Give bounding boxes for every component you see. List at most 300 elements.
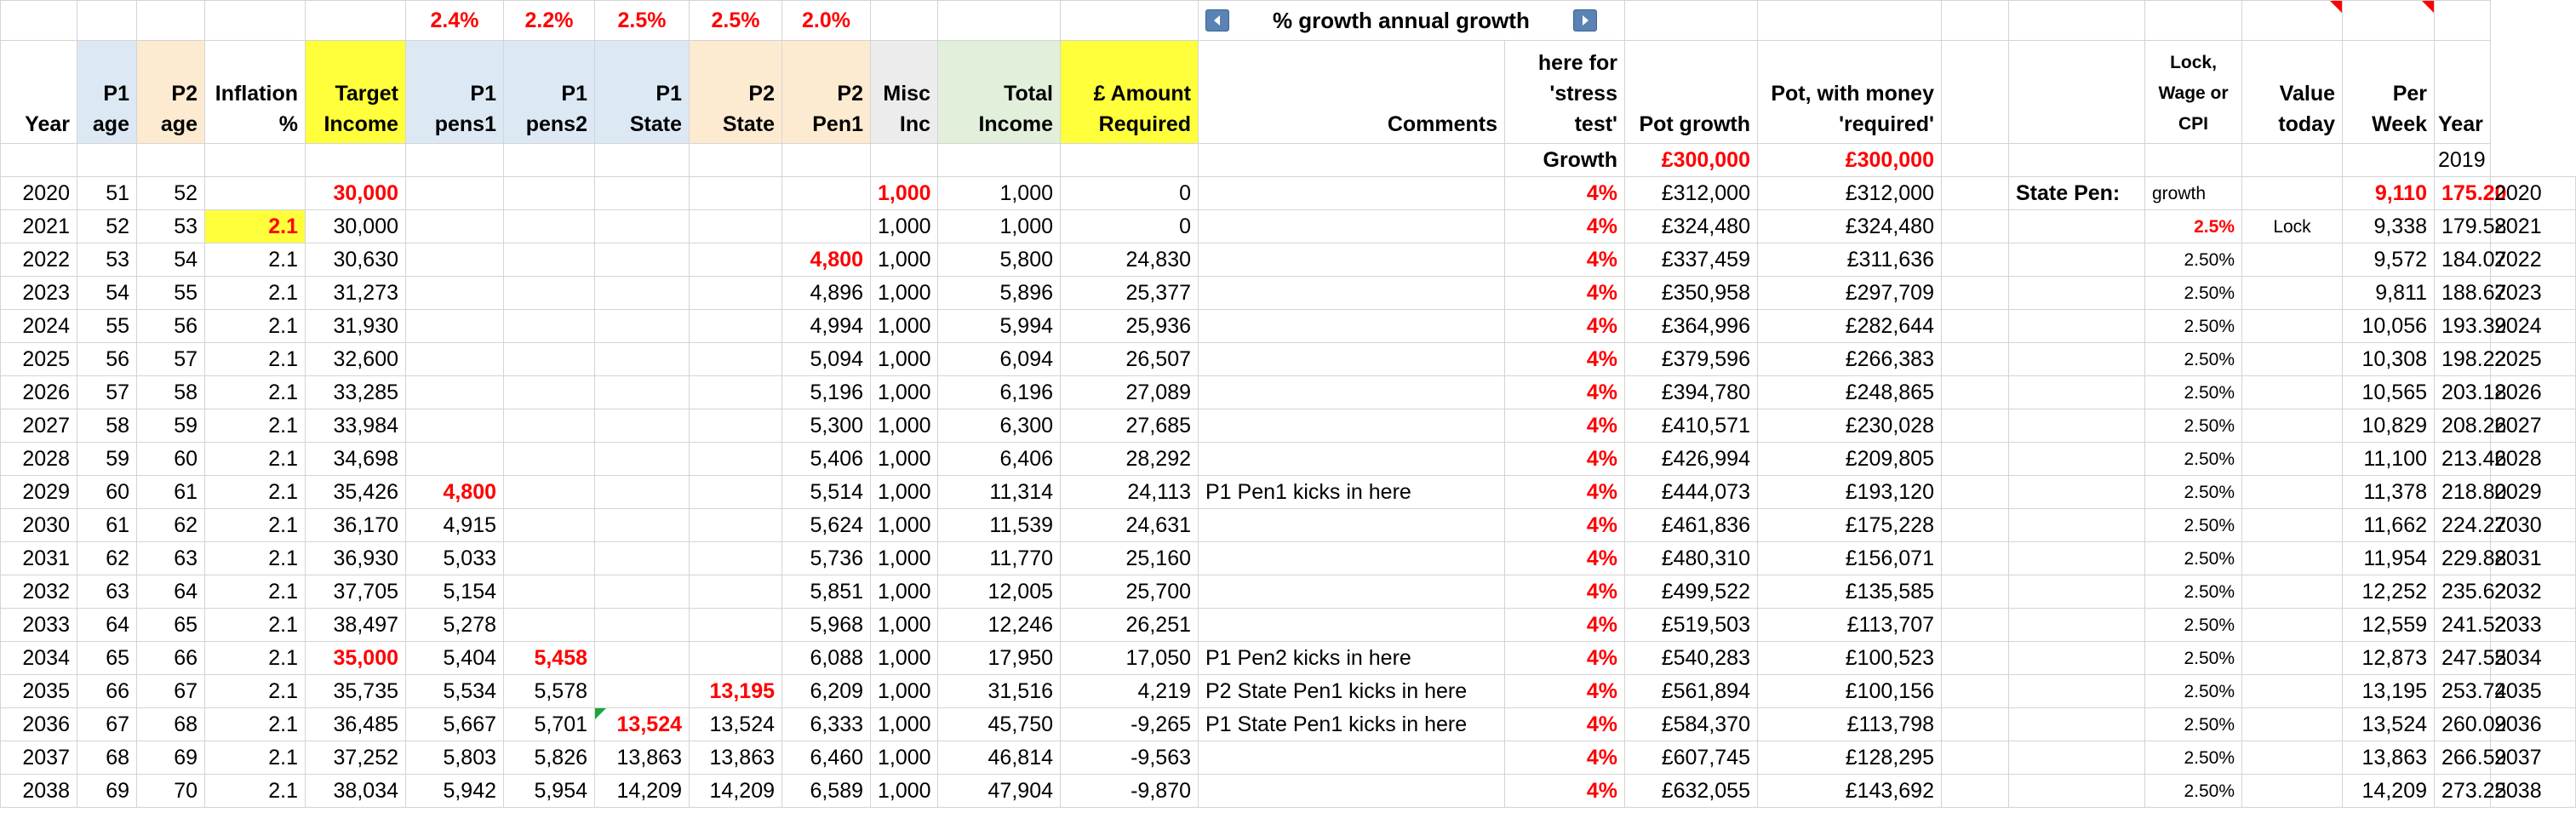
cell-state-pen-rate[interactable]: 2.50% bbox=[2145, 708, 2242, 741]
cell-amount-required[interactable]: 26,507 bbox=[1061, 343, 1199, 376]
cell-state-pen-rate[interactable]: 2.50% bbox=[2145, 243, 2242, 277]
cell-growth[interactable]: 4% bbox=[1505, 542, 1625, 575]
cell[interactable] bbox=[1942, 775, 2009, 808]
cell-misc-inc[interactable]: 1,000 bbox=[871, 642, 938, 675]
subheader-pot-money[interactable]: £300,000 bbox=[1758, 144, 1942, 177]
cell-misc-inc[interactable]: 1,000 bbox=[871, 277, 938, 310]
cell-pot-money[interactable]: £113,798 bbox=[1758, 708, 1942, 741]
cell-p1-pens1[interactable] bbox=[406, 277, 504, 310]
cell-pot-growth[interactable]: £337,459 bbox=[1625, 243, 1758, 277]
cell-growth[interactable]: 4% bbox=[1505, 443, 1625, 476]
cell-total-income[interactable]: 12,005 bbox=[938, 575, 1061, 609]
cell-year[interactable]: 2022 bbox=[1, 243, 77, 277]
header-total-income[interactable]: Total Income bbox=[938, 41, 1061, 144]
cell-pot-money[interactable]: £312,000 bbox=[1758, 177, 1942, 210]
cell[interactable] bbox=[1061, 1, 1199, 41]
cell-misc-inc[interactable]: 1,000 bbox=[871, 376, 938, 409]
cell-comment[interactable] bbox=[1199, 509, 1505, 542]
cell[interactable] bbox=[306, 144, 406, 177]
cell-year-right[interactable]: 2028 bbox=[2491, 443, 2576, 476]
cell-comment[interactable] bbox=[1199, 277, 1505, 310]
cell-state-pen-label[interactable] bbox=[2009, 210, 2145, 243]
cell-p2-pen1[interactable] bbox=[782, 177, 871, 210]
cell-state-pen-rate[interactable]: 2.50% bbox=[2145, 409, 2242, 443]
cell-pot-growth[interactable]: £350,958 bbox=[1625, 277, 1758, 310]
cell-growth[interactable]: 4% bbox=[1505, 775, 1625, 808]
cell-value-today[interactable]: 11,954 bbox=[2343, 542, 2435, 575]
cell-p1-age[interactable]: 61 bbox=[77, 509, 137, 542]
cell[interactable] bbox=[1942, 443, 2009, 476]
cell-total-income[interactable]: 11,539 bbox=[938, 509, 1061, 542]
cell-comment[interactable] bbox=[1199, 575, 1505, 609]
cell-value-today[interactable]: 14,209 bbox=[2343, 775, 2435, 808]
cell-inflation[interactable]: 2.1 bbox=[205, 575, 306, 609]
cell-p2-state[interactable] bbox=[690, 343, 782, 376]
cell-state-pen-label[interactable] bbox=[2009, 409, 2145, 443]
cell-misc-inc[interactable]: 1,000 bbox=[871, 409, 938, 443]
cell-year[interactable]: 2034 bbox=[1, 642, 77, 675]
cell-p1-state[interactable]: 13,524 bbox=[595, 708, 690, 741]
cell-p1-pens1[interactable]: 4,915 bbox=[406, 509, 504, 542]
cell-value-today[interactable]: 11,662 bbox=[2343, 509, 2435, 542]
cell-year-right[interactable]: 2035 bbox=[2491, 675, 2576, 708]
cell-state-pen-label[interactable] bbox=[2009, 310, 2145, 343]
cell-pot-money[interactable]: £324,480 bbox=[1758, 210, 1942, 243]
header-lock[interactable]: Lock, Wage or CPI bbox=[2145, 41, 2242, 144]
cell-amount-required[interactable]: 25,377 bbox=[1061, 277, 1199, 310]
cell-p2-pen1[interactable]: 4,800 bbox=[782, 243, 871, 277]
cell-p2-age[interactable]: 65 bbox=[137, 609, 205, 642]
cell-p2-age[interactable]: 54 bbox=[137, 243, 205, 277]
cell-total-income[interactable]: 5,994 bbox=[938, 310, 1061, 343]
cell[interactable] bbox=[1942, 41, 2009, 144]
cell-p2-state[interactable] bbox=[690, 210, 782, 243]
cell-value-today[interactable]: 10,056 bbox=[2343, 310, 2435, 343]
cell[interactable] bbox=[1061, 144, 1199, 177]
cell-year-right[interactable]: 2025 bbox=[2491, 343, 2576, 376]
cell-amount-required[interactable]: -9,563 bbox=[1061, 741, 1199, 775]
cell-p1-pens1[interactable]: 4,800 bbox=[406, 476, 504, 509]
cell-year-right[interactable]: 2029 bbox=[2491, 476, 2576, 509]
cell-comment[interactable] bbox=[1199, 409, 1505, 443]
cell-p1-age[interactable]: 52 bbox=[77, 210, 137, 243]
cell-pot-growth[interactable]: £312,000 bbox=[1625, 177, 1758, 210]
cell-p1-age[interactable]: 59 bbox=[77, 443, 137, 476]
cell[interactable] bbox=[871, 144, 938, 177]
cell-growth[interactable]: 4% bbox=[1505, 210, 1625, 243]
cell-lock[interactable] bbox=[2242, 443, 2343, 476]
cell[interactable] bbox=[137, 1, 205, 41]
cell-p1-pens1[interactable] bbox=[406, 376, 504, 409]
cell-p2-state[interactable] bbox=[690, 243, 782, 277]
cell-p1-pens2[interactable] bbox=[504, 376, 595, 409]
cell[interactable] bbox=[2009, 1, 2145, 41]
cell-year[interactable]: 2032 bbox=[1, 575, 77, 609]
cell-pot-growth[interactable]: £499,522 bbox=[1625, 575, 1758, 609]
cell-lock[interactable] bbox=[2242, 343, 2343, 376]
cell[interactable] bbox=[1942, 575, 2009, 609]
cell-per-week[interactable]: 247.55 bbox=[2435, 642, 2491, 675]
cell-p1-age[interactable]: 65 bbox=[77, 642, 137, 675]
cell-p1-pens2[interactable] bbox=[504, 343, 595, 376]
cell-p2-age[interactable]: 55 bbox=[137, 277, 205, 310]
cell-total-income[interactable]: 5,800 bbox=[938, 243, 1061, 277]
cell-year[interactable]: 2030 bbox=[1, 509, 77, 542]
cell-p2-pen1[interactable] bbox=[782, 210, 871, 243]
cell-state-pen-label[interactable] bbox=[2009, 376, 2145, 409]
cell-total-income[interactable]: 6,406 bbox=[938, 443, 1061, 476]
cell-lock[interactable] bbox=[2242, 177, 2343, 210]
cell-p1-pens1[interactable] bbox=[406, 243, 504, 277]
header-per-week[interactable]: Per Week bbox=[2343, 41, 2435, 144]
cell-p2-age[interactable]: 53 bbox=[137, 210, 205, 243]
cell-p2-pen1[interactable]: 6,589 bbox=[782, 775, 871, 808]
cell-pot-money[interactable]: £311,636 bbox=[1758, 243, 1942, 277]
cell-value-today[interactable]: 13,863 bbox=[2343, 741, 2435, 775]
cell-p1-pens2[interactable] bbox=[504, 509, 595, 542]
header-value-today[interactable]: Value today bbox=[2242, 41, 2343, 144]
cell-state-pen-rate[interactable]: 2.50% bbox=[2145, 376, 2242, 409]
cell-p2-age[interactable]: 60 bbox=[137, 443, 205, 476]
cell-p1-pens1[interactable] bbox=[406, 310, 504, 343]
cell-per-week[interactable]: 188.67 bbox=[2435, 277, 2491, 310]
cell-per-week[interactable]: 273.25 bbox=[2435, 775, 2491, 808]
cell-year-right[interactable]: 2034 bbox=[2491, 642, 2576, 675]
cell-pot-growth[interactable]: £444,073 bbox=[1625, 476, 1758, 509]
cell[interactable] bbox=[205, 144, 306, 177]
cell-amount-required[interactable]: 0 bbox=[1061, 177, 1199, 210]
cell-p2-pen1[interactable]: 5,406 bbox=[782, 443, 871, 476]
cell-p2-age[interactable]: 59 bbox=[137, 409, 205, 443]
cell-value-today[interactable]: 9,110 bbox=[2343, 177, 2435, 210]
cell-value-today[interactable]: 12,873 bbox=[2343, 642, 2435, 675]
cell-p1-state[interactable] bbox=[595, 210, 690, 243]
cell-pot-growth[interactable]: £519,503 bbox=[1625, 609, 1758, 642]
cell-p1-state[interactable] bbox=[595, 443, 690, 476]
cell-total-income[interactable]: 1,000 bbox=[938, 210, 1061, 243]
cell-misc-inc[interactable]: 1,000 bbox=[871, 542, 938, 575]
cell[interactable] bbox=[1942, 509, 2009, 542]
cell-p1-state[interactable] bbox=[595, 575, 690, 609]
cell-p1-state[interactable] bbox=[595, 509, 690, 542]
cell-p1-age[interactable]: 51 bbox=[77, 177, 137, 210]
cell-state-pen-rate[interactable]: 2.50% bbox=[2145, 509, 2242, 542]
cell-p1-pens2[interactable] bbox=[504, 542, 595, 575]
cell-comment[interactable] bbox=[1199, 542, 1505, 575]
cell-comment[interactable]: P1 Pen1 kicks in here bbox=[1199, 476, 1505, 509]
cell-year-right[interactable]: 2038 bbox=[2491, 775, 2576, 808]
cell-p1-age[interactable]: 63 bbox=[77, 575, 137, 609]
cell-pot-growth[interactable]: £410,571 bbox=[1625, 409, 1758, 443]
header-inflation[interactable]: Inflation % bbox=[205, 41, 306, 144]
cell[interactable] bbox=[1942, 609, 2009, 642]
cell-pot-growth[interactable]: £632,055 bbox=[1625, 775, 1758, 808]
cell-year-right[interactable]: 2036 bbox=[2491, 708, 2576, 741]
cell[interactable] bbox=[306, 1, 406, 41]
cell-p1-pens2[interactable] bbox=[504, 277, 595, 310]
cell-growth[interactable]: 4% bbox=[1505, 509, 1625, 542]
cell-lock[interactable] bbox=[2242, 542, 2343, 575]
cell-p2-age[interactable]: 62 bbox=[137, 509, 205, 542]
cell-target-income[interactable]: 38,034 bbox=[306, 775, 406, 808]
cell-value-today[interactable]: 12,252 bbox=[2343, 575, 2435, 609]
cell[interactable] bbox=[690, 144, 782, 177]
cell-misc-inc[interactable]: 1,000 bbox=[871, 210, 938, 243]
cell-growth[interactable]: 4% bbox=[1505, 642, 1625, 675]
cell-comment[interactable] bbox=[1199, 443, 1505, 476]
cell[interactable] bbox=[1942, 708, 2009, 741]
cell-amount-required[interactable]: 25,700 bbox=[1061, 575, 1199, 609]
cell-p1-pens1[interactable] bbox=[406, 210, 504, 243]
cell-comment[interactable]: P2 State Pen1 kicks in here bbox=[1199, 675, 1505, 708]
cell-per-week[interactable]: 198.22 bbox=[2435, 343, 2491, 376]
cell-p2-state[interactable] bbox=[690, 542, 782, 575]
cell-target-income[interactable]: 34,698 bbox=[306, 443, 406, 476]
cell-p2-state[interactable] bbox=[690, 642, 782, 675]
cell-growth[interactable]: 4% bbox=[1505, 575, 1625, 609]
cell-pot-growth[interactable]: £480,310 bbox=[1625, 542, 1758, 575]
cell-target-income[interactable]: 36,170 bbox=[306, 509, 406, 542]
cell-growth[interactable]: 4% bbox=[1505, 609, 1625, 642]
cell-inflation[interactable]: 2.1 bbox=[205, 310, 306, 343]
cell-per-week[interactable]: 253.74 bbox=[2435, 675, 2491, 708]
cell-p2-age[interactable]: 56 bbox=[137, 310, 205, 343]
cell-total-income[interactable]: 5,896 bbox=[938, 277, 1061, 310]
cell-p1-state[interactable] bbox=[595, 542, 690, 575]
cell-amount-required[interactable]: 24,113 bbox=[1061, 476, 1199, 509]
cell-state-pen-rate[interactable]: 2.50% bbox=[2145, 443, 2242, 476]
cell-amount-required[interactable]: 27,685 bbox=[1061, 409, 1199, 443]
cell-p2-pen1[interactable]: 6,088 bbox=[782, 642, 871, 675]
cell-p2-pen1[interactable]: 6,209 bbox=[782, 675, 871, 708]
cell-p1-age[interactable]: 56 bbox=[77, 343, 137, 376]
header-misc-inc[interactable]: Misc Inc bbox=[871, 41, 938, 144]
cell-state-pen-label[interactable] bbox=[2009, 277, 2145, 310]
cell[interactable] bbox=[77, 1, 137, 41]
cell-state-pen-label[interactable] bbox=[2009, 642, 2145, 675]
cell[interactable] bbox=[871, 1, 938, 41]
header-year[interactable]: Year bbox=[1, 41, 77, 144]
cell-year-right[interactable]: 2031 bbox=[2491, 542, 2576, 575]
cell-growth[interactable]: 4% bbox=[1505, 741, 1625, 775]
cell-p1-state[interactable] bbox=[595, 277, 690, 310]
cell-state-pen-rate[interactable]: 2.5% bbox=[2145, 210, 2242, 243]
cell-state-pen-label[interactable] bbox=[2009, 609, 2145, 642]
cell-p2-state[interactable] bbox=[690, 376, 782, 409]
cell-p2-pen1[interactable]: 5,736 bbox=[782, 542, 871, 575]
cell-growth[interactable]: 4% bbox=[1505, 343, 1625, 376]
cell-inflation[interactable]: 2.1 bbox=[205, 243, 306, 277]
header-p1-state[interactable]: P1 State bbox=[595, 41, 690, 144]
cell-p1-pens2[interactable] bbox=[504, 409, 595, 443]
cell-state-pen-label[interactable] bbox=[2009, 343, 2145, 376]
cell-p1-state[interactable] bbox=[595, 177, 690, 210]
cell-pot-money[interactable]: £230,028 bbox=[1758, 409, 1942, 443]
cell-p1-state[interactable] bbox=[595, 409, 690, 443]
cell-year[interactable]: 2020 bbox=[1, 177, 77, 210]
cell-misc-inc[interactable]: 1,000 bbox=[871, 310, 938, 343]
cell-target-income[interactable]: 30,630 bbox=[306, 243, 406, 277]
cell-p2-age[interactable]: 70 bbox=[137, 775, 205, 808]
cell-total-income[interactable]: 6,094 bbox=[938, 343, 1061, 376]
cell-state-pen-label[interactable] bbox=[2009, 775, 2145, 808]
cell-comment[interactable] bbox=[1199, 741, 1505, 775]
header-p2-state[interactable]: P2 State bbox=[690, 41, 782, 144]
cell[interactable] bbox=[1942, 277, 2009, 310]
cell-growth[interactable]: 4% bbox=[1505, 708, 1625, 741]
cell-state-pen-rate[interactable]: 2.50% bbox=[2145, 741, 2242, 775]
prev-button[interactable] bbox=[1205, 9, 1229, 31]
cell-value-today[interactable]: 10,308 bbox=[2343, 343, 2435, 376]
cell-per-week[interactable]: 179.58 bbox=[2435, 210, 2491, 243]
cell-per-week[interactable]: 241.52 bbox=[2435, 609, 2491, 642]
cell-lock[interactable] bbox=[2242, 376, 2343, 409]
cell-year-right[interactable]: 2033 bbox=[2491, 609, 2576, 642]
cell-pot-money[interactable]: £266,383 bbox=[1758, 343, 1942, 376]
cell-p1-age[interactable]: 62 bbox=[77, 542, 137, 575]
cell-p2-pen1[interactable]: 5,968 bbox=[782, 609, 871, 642]
cell-p1-age[interactable]: 58 bbox=[77, 409, 137, 443]
cell[interactable] bbox=[1942, 1, 2009, 41]
cell-p1-age[interactable]: 67 bbox=[77, 708, 137, 741]
cell-p1-age[interactable]: 54 bbox=[77, 277, 137, 310]
cell-pot-money[interactable]: £248,865 bbox=[1758, 376, 1942, 409]
cell-year-right[interactable]: 2024 bbox=[2491, 310, 2576, 343]
cell-inflation[interactable]: 2.1 bbox=[205, 675, 306, 708]
cell-per-week[interactable]: 193.39 bbox=[2435, 310, 2491, 343]
cell-state-pen-label[interactable] bbox=[2009, 243, 2145, 277]
cell-p2-state[interactable]: 13,195 bbox=[690, 675, 782, 708]
subheader-year-right[interactable]: 2019 bbox=[2435, 144, 2491, 177]
cell[interactable] bbox=[205, 1, 306, 41]
cell-state-pen-rate[interactable]: 2.50% bbox=[2145, 675, 2242, 708]
cell-year-right[interactable]: 2026 bbox=[2491, 376, 2576, 409]
cell-lock[interactable] bbox=[2242, 509, 2343, 542]
cell[interactable] bbox=[1942, 642, 2009, 675]
cell-year-right[interactable]: 2027 bbox=[2491, 409, 2576, 443]
cell-year[interactable]: 2028 bbox=[1, 443, 77, 476]
cell-p1-age[interactable]: 53 bbox=[77, 243, 137, 277]
cell-total-income[interactable]: 1,000 bbox=[938, 177, 1061, 210]
cell-p2-state[interactable] bbox=[690, 609, 782, 642]
cell-lock[interactable] bbox=[2242, 409, 2343, 443]
cell-inflation[interactable] bbox=[205, 177, 306, 210]
cell-lock[interactable] bbox=[2242, 277, 2343, 310]
cell-total-income[interactable]: 11,770 bbox=[938, 542, 1061, 575]
cell-p2-state[interactable] bbox=[690, 575, 782, 609]
cell-state-pen-label[interactable] bbox=[2009, 509, 2145, 542]
cell-value-today[interactable]: 10,829 bbox=[2343, 409, 2435, 443]
cell-inflation[interactable]: 2.1 bbox=[205, 741, 306, 775]
cell-amount-required[interactable]: -9,265 bbox=[1061, 708, 1199, 741]
cell-total-income[interactable]: 17,950 bbox=[938, 642, 1061, 675]
cell-year-right[interactable]: 2020 bbox=[2491, 177, 2576, 210]
cell-comment[interactable] bbox=[1199, 310, 1505, 343]
header-p2-age[interactable]: P2 age bbox=[137, 41, 205, 144]
cell-target-income[interactable]: 36,485 bbox=[306, 708, 406, 741]
cell-pot-money[interactable]: £175,228 bbox=[1758, 509, 1942, 542]
cell-state-pen-label[interactable] bbox=[2009, 675, 2145, 708]
cell[interactable] bbox=[2242, 144, 2343, 177]
cell-year[interactable]: 2038 bbox=[1, 775, 77, 808]
cell-lock[interactable] bbox=[2242, 310, 2343, 343]
cell-p2-age[interactable]: 68 bbox=[137, 708, 205, 741]
cell-year[interactable]: 2024 bbox=[1, 310, 77, 343]
cell-state-pen-rate[interactable]: 2.50% bbox=[2145, 476, 2242, 509]
cell-p1-pens2[interactable]: 5,954 bbox=[504, 775, 595, 808]
cell-total-income[interactable]: 11,314 bbox=[938, 476, 1061, 509]
cell-p2-pen1[interactable]: 5,300 bbox=[782, 409, 871, 443]
cell-p2-state[interactable] bbox=[690, 509, 782, 542]
cell-misc-inc[interactable]: 1,000 bbox=[871, 609, 938, 642]
cell-p1-pens2[interactable] bbox=[504, 443, 595, 476]
cell[interactable] bbox=[1758, 1, 1942, 41]
cell-pot-money[interactable]: £156,071 bbox=[1758, 542, 1942, 575]
cell-p2-state[interactable] bbox=[690, 409, 782, 443]
cell-value-today[interactable]: 9,811 bbox=[2343, 277, 2435, 310]
cell-year[interactable]: 2033 bbox=[1, 609, 77, 642]
cell-value-today[interactable]: 9,572 bbox=[2343, 243, 2435, 277]
growth-rate-p1-pens1[interactable]: 2.4% bbox=[406, 1, 504, 41]
cell[interactable] bbox=[1942, 177, 2009, 210]
cell-value-today[interactable]: 10,565 bbox=[2343, 376, 2435, 409]
cell-misc-inc[interactable]: 1,000 bbox=[871, 675, 938, 708]
cell-per-week[interactable]: 266.59 bbox=[2435, 741, 2491, 775]
cell-lock[interactable] bbox=[2242, 243, 2343, 277]
cell-total-income[interactable]: 31,516 bbox=[938, 675, 1061, 708]
cell-misc-inc[interactable]: 1,000 bbox=[871, 741, 938, 775]
cell-state-pen-rate[interactable]: 2.50% bbox=[2145, 343, 2242, 376]
cell-state-pen-label[interactable] bbox=[2009, 708, 2145, 741]
cell[interactable] bbox=[938, 1, 1061, 41]
cell-comment[interactable]: P1 Pen2 kicks in here bbox=[1199, 642, 1505, 675]
cell-year[interactable]: 2029 bbox=[1, 476, 77, 509]
cell-per-week[interactable]: 235.62 bbox=[2435, 575, 2491, 609]
cell-inflation[interactable]: 2.1 bbox=[205, 210, 306, 243]
cell[interactable] bbox=[2009, 144, 2145, 177]
cell-p2-pen1[interactable]: 4,896 bbox=[782, 277, 871, 310]
cell-p1-state[interactable] bbox=[595, 476, 690, 509]
cell[interactable] bbox=[1942, 409, 2009, 443]
cell-total-income[interactable]: 45,750 bbox=[938, 708, 1061, 741]
cell-p2-state[interactable] bbox=[690, 177, 782, 210]
cell-pot-money[interactable]: £128,295 bbox=[1758, 741, 1942, 775]
cell-value-today[interactable]: 11,378 bbox=[2343, 476, 2435, 509]
cell[interactable] bbox=[2009, 41, 2145, 144]
cell-target-income[interactable]: 31,930 bbox=[306, 310, 406, 343]
cell[interactable] bbox=[137, 144, 205, 177]
header-growth-stress[interactable]: here for 'stress test' bbox=[1505, 41, 1625, 144]
cell-p1-pens2[interactable]: 5,826 bbox=[504, 741, 595, 775]
cell-state-pen-rate[interactable]: 2.50% bbox=[2145, 642, 2242, 675]
cell-p1-pens2[interactable]: 5,458 bbox=[504, 642, 595, 675]
cell-p1-state[interactable] bbox=[595, 243, 690, 277]
cell-p2-pen1[interactable]: 5,094 bbox=[782, 343, 871, 376]
cell-per-week[interactable]: 213.46 bbox=[2435, 443, 2491, 476]
cell[interactable] bbox=[2145, 1, 2242, 41]
cell-comment[interactable] bbox=[1199, 376, 1505, 409]
cell[interactable] bbox=[938, 144, 1061, 177]
cell-p1-state[interactable] bbox=[595, 310, 690, 343]
cell-pot-money[interactable]: £113,707 bbox=[1758, 609, 1942, 642]
cell-state-pen-label[interactable]: State Pen: bbox=[2009, 177, 2145, 210]
cell-year[interactable]: 2025 bbox=[1, 343, 77, 376]
cell-growth[interactable]: 4% bbox=[1505, 177, 1625, 210]
cell-per-week[interactable]: 203.18 bbox=[2435, 376, 2491, 409]
cell-pot-growth[interactable]: £461,836 bbox=[1625, 509, 1758, 542]
cell-p1-pens2[interactable] bbox=[504, 575, 595, 609]
cell-target-income[interactable]: 35,735 bbox=[306, 675, 406, 708]
